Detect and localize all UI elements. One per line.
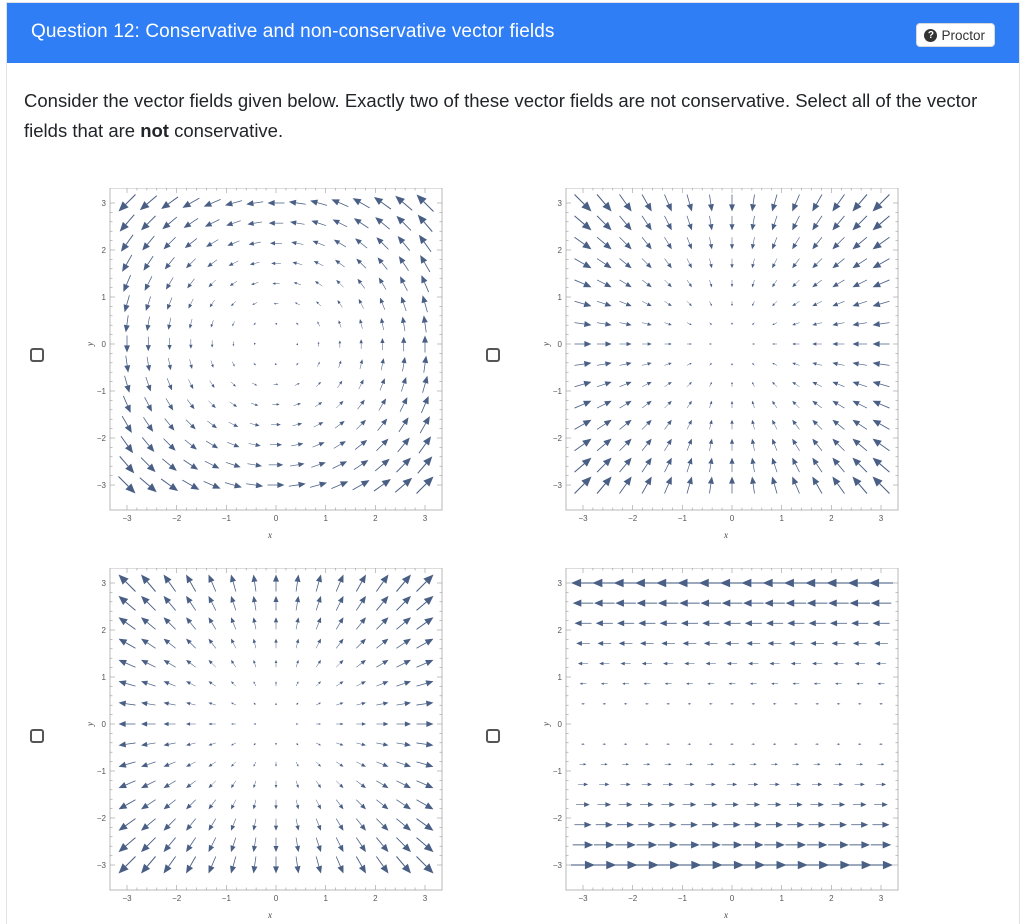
y-tick-label: 1 bbox=[101, 673, 106, 682]
x-axis-label: x bbox=[724, 910, 728, 920]
y-tick-label: 3 bbox=[101, 199, 106, 208]
y-tick-label: −2 bbox=[552, 814, 562, 823]
question-title: Question 12: Conservative and non-conservative vector fields bbox=[31, 21, 555, 42]
y-tick-label: −2 bbox=[96, 814, 106, 823]
x-tick-label: −1 bbox=[221, 894, 231, 903]
y-axis-label: y bbox=[85, 722, 95, 726]
x-tick-label: −1 bbox=[221, 514, 231, 523]
x-tick-label: −3 bbox=[578, 894, 588, 903]
y-tick-label: −1 bbox=[96, 767, 106, 776]
proctor-label: Proctor bbox=[941, 27, 985, 43]
x-tick-label: 2 bbox=[829, 894, 834, 903]
vector-field-plot-c bbox=[80, 568, 450, 920]
x-tick-label: 3 bbox=[422, 514, 428, 523]
y-axis-label: y bbox=[85, 342, 95, 346]
y-tick-label: −1 bbox=[96, 387, 106, 396]
x-tick-label: 2 bbox=[829, 514, 834, 523]
x-tick-label: −1 bbox=[677, 514, 687, 523]
x-tick-label: −3 bbox=[578, 514, 588, 523]
plot-svg-c bbox=[80, 568, 450, 920]
x-tick-label: 0 bbox=[273, 514, 279, 523]
plot-svg-a bbox=[80, 188, 450, 540]
prompt-text: Consider the vector fields given below. Exactly two of these vector fields are not conservative. Select all of the vector fields that are bbox=[24, 90, 978, 141]
vector-field-plot-a bbox=[80, 188, 450, 540]
y-tick-label: −1 bbox=[552, 767, 562, 776]
y-axis-label: y bbox=[541, 722, 551, 726]
y-tick-label: −3 bbox=[552, 861, 562, 870]
x-tick-label: 0 bbox=[729, 514, 735, 523]
x-axis-label: x bbox=[724, 530, 728, 540]
y-tick-label: 1 bbox=[557, 673, 562, 682]
option-checkbox-a[interactable] bbox=[30, 348, 44, 362]
prompt-text-end: conservative. bbox=[168, 120, 284, 141]
y-tick-label: 2 bbox=[557, 626, 562, 635]
y-tick-label: −1 bbox=[552, 387, 562, 396]
y-tick-label: −3 bbox=[552, 481, 562, 490]
y-tick-label: 3 bbox=[557, 579, 562, 588]
y-tick-label: −2 bbox=[552, 434, 562, 443]
x-tick-label: −3 bbox=[122, 894, 132, 903]
x-tick-label: 0 bbox=[729, 894, 735, 903]
y-tick-label: 3 bbox=[101, 579, 106, 588]
y-tick-label: 3 bbox=[557, 199, 562, 208]
plot-frame bbox=[566, 568, 898, 890]
x-tick-label: 1 bbox=[779, 514, 784, 523]
x-tick-label: 2 bbox=[373, 894, 378, 903]
x-tick-label: 2 bbox=[373, 514, 378, 523]
x-tick-label: −2 bbox=[172, 514, 182, 523]
y-tick-label: −2 bbox=[96, 434, 106, 443]
vector-field-plot-b bbox=[536, 188, 906, 540]
x-axis-label: x bbox=[268, 910, 272, 920]
vector-field-plot-d bbox=[536, 568, 906, 920]
x-tick-label: 0 bbox=[273, 894, 279, 903]
x-axis-label: x bbox=[268, 530, 272, 540]
y-tick-label: 0 bbox=[557, 720, 562, 729]
plot-svg-b bbox=[536, 188, 906, 540]
option-checkbox-b[interactable] bbox=[486, 348, 500, 362]
y-tick-label: 1 bbox=[557, 293, 562, 302]
x-tick-label: 1 bbox=[323, 514, 328, 523]
x-tick-label: −2 bbox=[628, 514, 638, 523]
y-tick-label: 1 bbox=[101, 293, 106, 302]
question-circle-icon: ? bbox=[924, 29, 937, 42]
prompt-bold: not bbox=[140, 120, 169, 141]
proctor-button[interactable] bbox=[916, 23, 995, 47]
option-checkbox-d[interactable] bbox=[486, 729, 500, 743]
question-prompt bbox=[24, 86, 990, 146]
y-tick-label: 2 bbox=[101, 626, 106, 635]
y-tick-label: 2 bbox=[557, 246, 562, 255]
x-tick-label: −3 bbox=[122, 514, 132, 523]
x-tick-label: −2 bbox=[172, 894, 182, 903]
y-tick-label: 0 bbox=[557, 340, 562, 349]
plot-svg-d bbox=[536, 568, 906, 920]
y-axis-label: y bbox=[541, 342, 551, 346]
y-tick-label: 0 bbox=[101, 340, 106, 349]
plot-frame bbox=[110, 188, 442, 510]
y-tick-label: −3 bbox=[96, 861, 106, 870]
x-tick-label: 1 bbox=[779, 894, 784, 903]
x-tick-label: 3 bbox=[878, 514, 884, 523]
x-tick-label: −2 bbox=[628, 894, 638, 903]
x-tick-label: 3 bbox=[878, 894, 884, 903]
x-tick-label: 3 bbox=[422, 894, 428, 903]
question-header bbox=[7, 3, 1019, 63]
x-tick-label: 1 bbox=[323, 894, 328, 903]
y-tick-label: −3 bbox=[96, 481, 106, 490]
x-tick-label: −1 bbox=[677, 894, 687, 903]
y-tick-label: 0 bbox=[101, 720, 106, 729]
option-checkbox-c[interactable] bbox=[30, 729, 44, 743]
y-tick-label: 2 bbox=[101, 246, 106, 255]
